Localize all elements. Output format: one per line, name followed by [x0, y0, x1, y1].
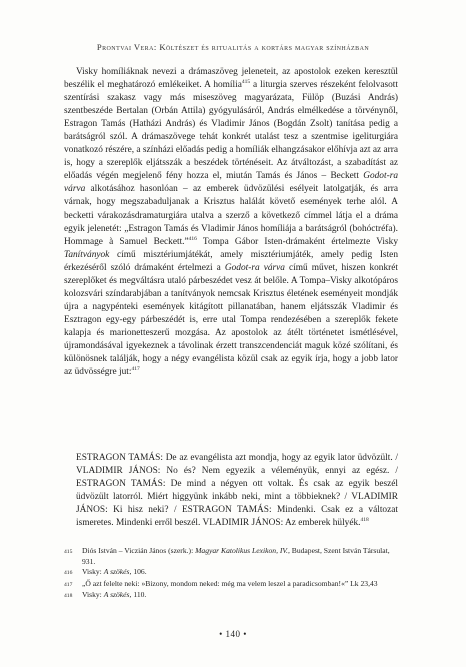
footnotes	[64, 546, 398, 602]
italic-title: Godot-ra várva	[64, 171, 398, 195]
footnote	[64, 590, 398, 602]
quote-paragraph	[76, 452, 398, 530]
text-run: című misztériumjátékát, amely misztériumjáték, amely pedig Isten érkezéséről szóló drámaként értelmezi a	[64, 249, 398, 273]
footnote-text: „Ő azt felelte neki: »Bizony, mondom neked: még ma velem leszel a paradicsomban!«” Lk 23,43	[82, 578, 378, 588]
footnote-number: 416	[64, 570, 73, 577]
italic-title: Godot-ra várva	[224, 262, 285, 273]
footnote-number: 417	[64, 581, 73, 588]
footnote-text: Diós István – Viczián János (szerk.): Magyar Katolikus Lexikon, IV., Budapest, Szent István Társulat, 931.	[82, 546, 390, 566]
footnote	[64, 546, 398, 567]
text-run: Tompa Gábor Isten-drámaként értelmezte Visky	[196, 236, 398, 247]
footnote-ref[interactable]: 415	[241, 78, 251, 85]
footnote-ref[interactable]: 416	[188, 235, 197, 242]
running-header: Prontvai Vera: Költészet és ritualitás a kortárs magyar színházban	[96, 42, 370, 52]
text-run: Visky homíliáknak nevezi a drámaszöveg jeleneteit, az apostolok ezeken keresztül beszélik el meghatározó emlékeiket. A homília	[64, 67, 398, 91]
footnote-ref[interactable]: 418	[360, 517, 369, 524]
block-quote	[76, 452, 398, 530]
footnote-text: Visky: A szökés, 106.	[82, 567, 147, 577]
main-paragraph	[64, 66, 398, 379]
footnote	[64, 567, 398, 579]
footnote-number: 415	[64, 549, 73, 555]
italic-title: Tanítványok	[64, 249, 110, 260]
paragraph	[64, 66, 398, 379]
footnote-text: Visky: A szökés, 110.	[82, 590, 147, 600]
page-number: • 140 •	[219, 629, 247, 639]
text-run: a liturgia szerves részeként felolvasott szentírási szakasz vagy más miseszöveg magyarázata, Fülöp (Buzási András) szentbeszéde Bertalan (Orbán Attila) gyógyulásáról, András elmélkedése a törvénynől, Estragon Tamás (Hatházi András) és Vladimir János (Bogdán Zsolt) tanítása pedig a barátságról szól. A drámaszövege tehát konkrét utalást tesz a szentmise igeliturgiára vonatkozó részére, a színházi előadás pedig a homíliák elhangzásakor előhívja azt az arra is, hogy a szereplők eljátsszák a beszédek történéseit. Az átváltozást, a szabadítást az előadás végén megjelenő fény hozza el, miután Tamás és János – Beckett	[64, 80, 398, 182]
footnote-ref[interactable]: 417	[131, 365, 140, 372]
footnote	[64, 579, 398, 591]
text-run: alkotásához hasonlóan – az emberek üdvözülési esélyeit latolgatják, és arra várnak, hogy megszabaduljanak a Krisztus halálát követő események terhe alól. A becketti várakozásdramaturgiára utalva a szerző a következő címmel látja el a dráma egyik jelenetét: „Estragon Tamás és Vladimir János homíliája a barátságról (bohóctréfa). Hommage à Samuel Beckett.”	[64, 184, 398, 247]
quote-text: ESTRAGON TAMÁS: De az evangélista azt mondja, hogy az egyik lator üdvözült. / VLADIMIR JÁNOS: No és? Nem egyezik a véleményük, ennyi az egész. / ESTRAGON TAMÁS: De mind a négyen ott voltak. És csak az egyik beszél üdvözült latorról. Miért higgyünk inkább neki, mint a többieknek? / VLADIMIR JÁNOS: Ki hisz neki? / ESTRAGON TAMÁS: Mindenki. Csak ez a változat ismeretes. Mindenki erről beszél. VLADIMIR JÁNOS: Az emberek hülyék.	[76, 453, 398, 529]
footnote-number: 418	[64, 593, 73, 600]
text-run: című művet, hiszen konkrét szereplőket és megváltásra utaló párbeszédet vesz át belőle. A Tompa–Visky alkotópáros kolozsvári színdarabjában a tanítványok nemcsak Krisztus életének eseményeit mondják újra a nagypénteki események kitágított pillanatában, hanem eljátsszák Vladimir és Esztragon egy-egy párbeszédét is, erre utal Tompa rendezésében a szereplők fekete kalapja és marionetteszerű mozgása. Az apostolok az átélt történetet ismétlésével, újramondásával igyekeznek a távolinak érzett transzcendenciát maguk közé szólítani, és különösnek találják, hogy a négy evangélista közül csak az egyik írja, hogy a jobb lator az üdvösségre jut:	[64, 262, 398, 378]
